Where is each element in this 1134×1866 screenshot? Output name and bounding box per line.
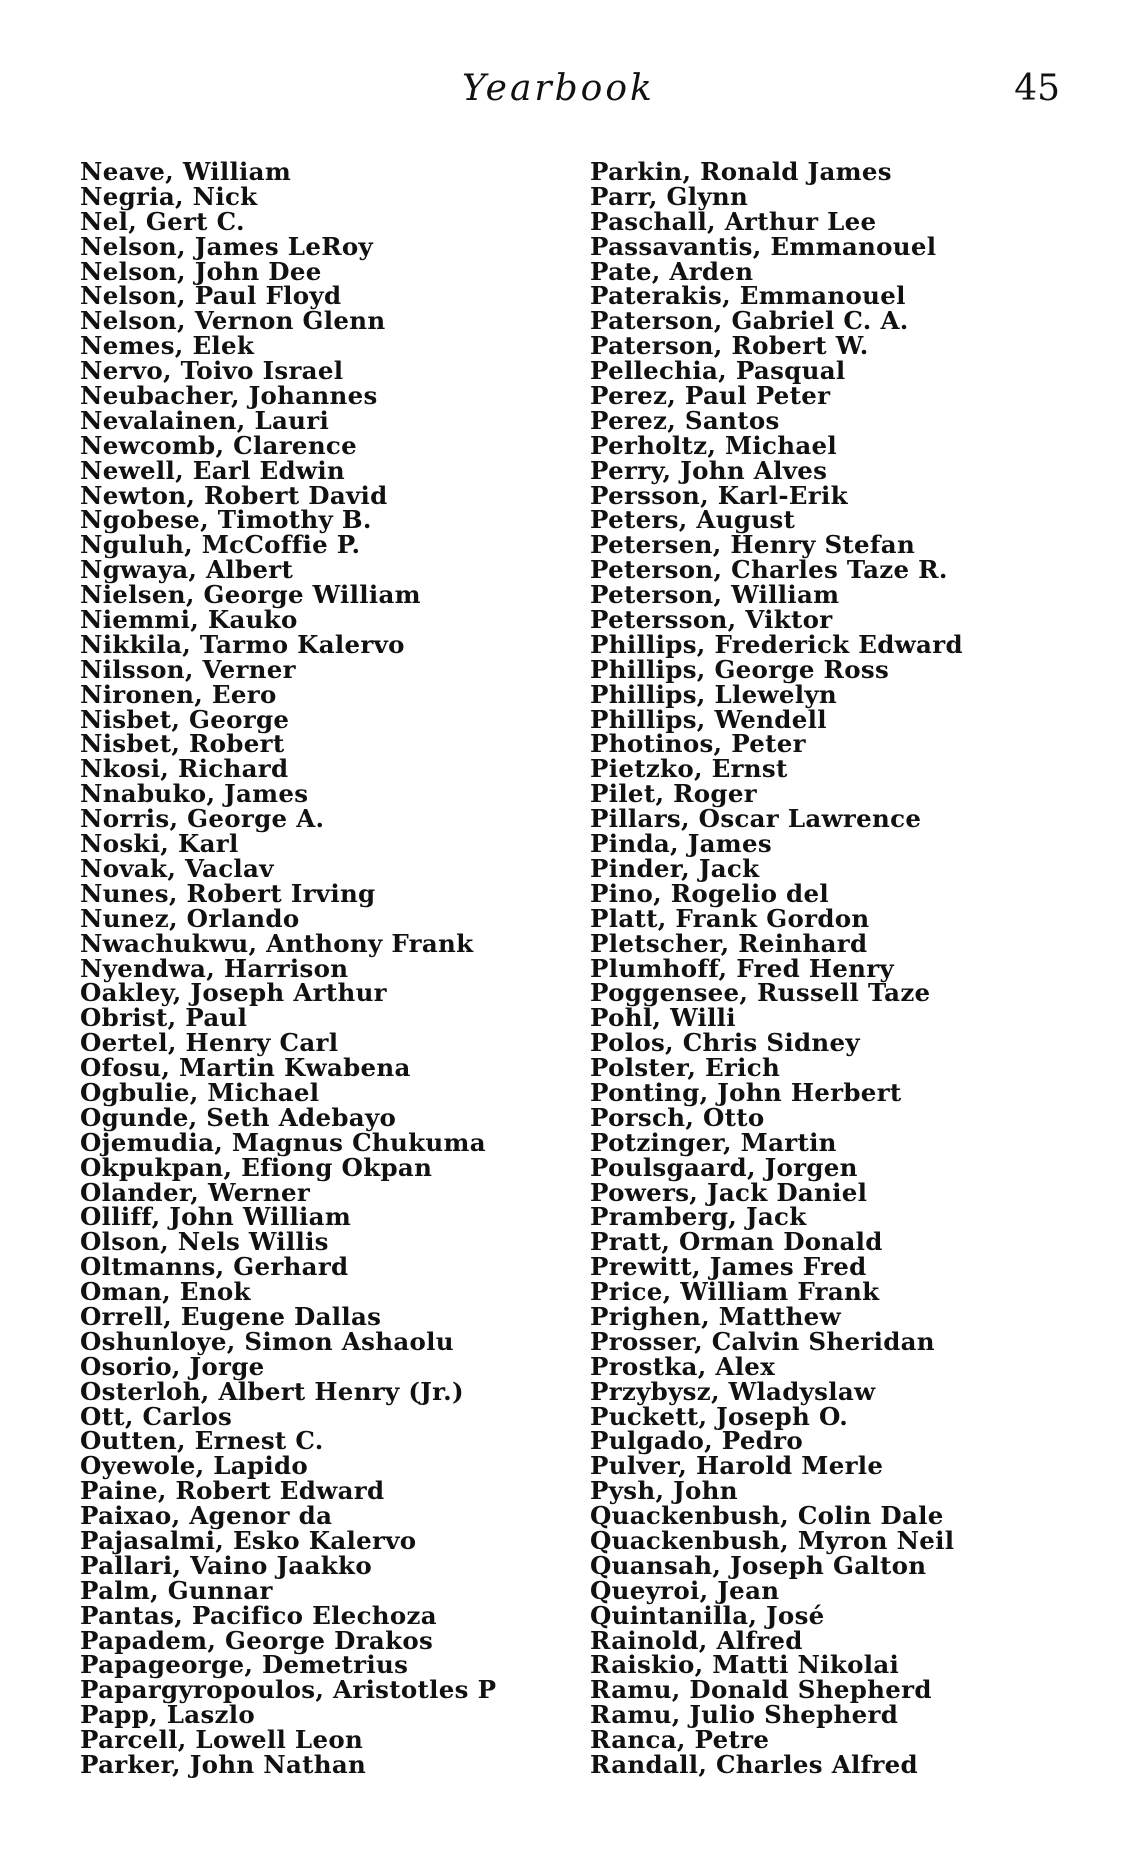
name-entry: Nisbet, George <box>80 704 290 734</box>
name-entry: Neave, William <box>80 157 292 186</box>
name-entry: Prostka, Alex <box>590 1351 776 1381</box>
name-entry: Pantas, Pacifico Elechoza <box>80 1600 437 1630</box>
name-entry: Perry, John Alves <box>590 455 828 485</box>
name-entry: Papageorge, Demetrius <box>80 1650 409 1680</box>
name-entry: Nironen, Eero <box>80 679 277 709</box>
name-entry: Osorio, Jorge <box>80 1351 265 1381</box>
name-entry: Oertel, Henry Carl <box>80 1028 339 1058</box>
name-entry: Outten, Ernest C. <box>80 1426 324 1456</box>
name-entry: Nelson, Vernon Glenn <box>80 306 386 336</box>
name-entry: Osterloh, Albert Henry (Jr.) <box>80 1376 464 1406</box>
name-entry: Noski, Karl <box>80 829 239 859</box>
name-entry: Quansah, Joseph Galton <box>590 1550 927 1580</box>
name-entry: Nelson, Paul Floyd <box>80 281 342 311</box>
name-entry: Oyewole, Lapido <box>80 1451 309 1481</box>
page-number: 45 <box>1014 68 1060 109</box>
name-entry: Obrist, Paul <box>80 1003 248 1033</box>
name-entry: Phillips, George Ross <box>590 654 890 684</box>
name-entry: Pratt, Orman Donald <box>590 1227 883 1257</box>
name-entry: Rainold, Alfred <box>590 1625 803 1655</box>
name-entry: Nkosi, Richard <box>80 754 289 784</box>
name-entry: Platt, Frank Gordon <box>590 903 870 933</box>
page-header <box>0 62 1134 122</box>
name-entry: Paterakis, Emmanouel <box>590 281 906 311</box>
name-entry: Porsch, Otto <box>590 1102 765 1132</box>
name-entry: Perholtz, Michael <box>590 430 838 460</box>
name-entry: Pajasalmi, Esko Kalervo <box>80 1525 417 1555</box>
name-entry: Nguluh, McCoffie P. <box>80 530 361 560</box>
name-entry: Peterson, William <box>590 580 840 610</box>
name-entry: Nervo, Toivo Israel <box>80 356 344 386</box>
name-entry: Nyendwa, Harrison <box>80 953 349 983</box>
name-entry: Puckett, Joseph O. <box>590 1401 849 1431</box>
name-entry: Ojemudia, Magnus Chukuma <box>80 1127 486 1157</box>
name-entry: Newell, Earl Edwin <box>80 455 346 485</box>
name-entry: Papargyropoulos, Aristotles P <box>80 1675 497 1705</box>
name-entry: Nemes, Elek <box>80 331 255 361</box>
name-entry: Phillips, Llewelyn <box>590 679 838 709</box>
name-entry: Olson, Nels Willis <box>80 1227 329 1257</box>
name-entry: Poulsgaard, Jorgen <box>590 1152 858 1182</box>
name-entry: Peters, August <box>590 505 796 535</box>
name-entry: Nelson, James LeRoy <box>80 231 374 261</box>
name-entry: Price, William Frank <box>590 1277 880 1307</box>
name-entry: Negria, Nick <box>80 181 258 211</box>
name-entry: Petersen, Henry Stefan <box>590 530 916 560</box>
name-entry: Pate, Arden <box>590 256 754 286</box>
name-entry: Pulver, Harold Merle <box>590 1451 884 1481</box>
name-entry: Polster, Erich <box>590 1053 781 1083</box>
name-entry: Perez, Paul Peter <box>590 381 831 411</box>
name-entry: Paterson, Robert W. <box>590 331 869 361</box>
name-entry: Parker, John Nathan <box>80 1750 367 1779</box>
name-entry: Pino, Rogelio del <box>590 878 829 908</box>
name-entry: Orrell, Eugene Dallas <box>80 1301 382 1331</box>
name-entry: Papp, Laszlo <box>80 1700 256 1730</box>
name-entry: Ranca, Petre <box>590 1725 770 1755</box>
name-entry: Nevalainen, Lauri <box>80 405 330 435</box>
name-entry: Parkin, Ronald James <box>590 157 892 186</box>
name-entry: Powers, Jack Daniel <box>590 1177 868 1207</box>
name-entry: Peterson, Charles Taze R. <box>590 555 948 585</box>
name-entry: Pellechia, Pasqual <box>590 356 846 386</box>
name-entry: Okpukpan, Efiong Okpan <box>80 1152 433 1182</box>
name-entry: Quackenbush, Colin Dale <box>590 1501 944 1531</box>
name-entry: Ogbulie, Michael <box>80 1077 320 1107</box>
name-entry: Paschall, Arthur Lee <box>590 206 877 236</box>
name-entry: Pinda, James <box>590 829 772 859</box>
name-entry: Parr, Glynn <box>590 181 749 211</box>
name-entry: Pohl, Willi <box>590 1003 736 1033</box>
name-entry: Paixao, Agenor da <box>80 1501 333 1531</box>
name-entry: Parcell, Lowell Leon <box>80 1725 364 1755</box>
left-name-column <box>80 157 560 1779</box>
name-entry: Nielsen, George William <box>80 580 421 610</box>
name-entry: Pietzko, Ernst <box>590 754 788 784</box>
name-entry: Prewitt, James Fred <box>590 1252 867 1282</box>
name-entry: Perez, Santos <box>590 405 780 435</box>
name-entry: Oakley, Joseph Arthur <box>80 978 387 1008</box>
name-entry: Nisbet, Robert <box>80 729 285 759</box>
running-head: Yearbook <box>462 68 655 109</box>
name-entry: Raiskio, Matti Nikolai <box>590 1650 900 1680</box>
name-entry: Nunez, Orlando <box>80 903 300 933</box>
name-entry: Photinos, Peter <box>590 729 806 759</box>
name-entry: Quackenbush, Myron Neil <box>590 1525 955 1555</box>
name-entry: Novak, Vaclav <box>80 853 274 883</box>
name-entry: Pulgado, Pedro <box>590 1426 804 1456</box>
name-entry: Paterson, Gabriel C. A. <box>590 306 909 336</box>
name-entry: Phillips, Frederick Edward <box>590 629 963 659</box>
name-entry: Ott, Carlos <box>80 1401 233 1431</box>
name-entry: Plumhoff, Fred Henry <box>590 953 895 983</box>
name-entry: Nwachukwu, Anthony Frank <box>80 928 474 958</box>
name-entry: Olander, Werner <box>80 1177 311 1207</box>
name-entry: Newton, Robert David <box>80 480 388 510</box>
name-entry: Ogunde, Seth Adebayo <box>80 1102 397 1132</box>
name-entry: Prighen, Matthew <box>590 1301 841 1331</box>
name-entry: Prosser, Calvin Sheridan <box>590 1326 935 1356</box>
name-entry: Niemmi, Kauko <box>80 605 298 635</box>
name-entry: Pillars, Oscar Lawrence <box>590 804 922 834</box>
name-entry: Olliff, John William <box>80 1202 352 1232</box>
name-entry: Nikkila, Tarmo Kalervo <box>80 629 405 659</box>
name-entry: Pinder, Jack <box>590 853 760 883</box>
name-entry: Nnabuko, James <box>80 779 309 809</box>
name-entry: Potzinger, Martin <box>590 1127 837 1157</box>
name-entry: Polos, Chris Sidney <box>590 1028 860 1058</box>
name-entry: Pysh, John <box>590 1476 738 1506</box>
name-entry: Nunes, Robert Irving <box>80 878 376 908</box>
name-entry: Neubacher, Johannes <box>80 381 378 411</box>
name-entry: Paine, Robert Edward <box>80 1476 385 1506</box>
name-entry: Pramberg, Jack <box>590 1202 807 1232</box>
name-entry: Ramu, Donald Shepherd <box>590 1675 932 1705</box>
name-entry: Passavantis, Emmanouel <box>590 231 937 261</box>
name-entry: Queyroi, Jean <box>590 1575 780 1605</box>
name-entry: Randall, Charles Alfred <box>590 1750 918 1779</box>
name-entry: Pallari, Vaino Jaakko <box>80 1550 372 1580</box>
name-entry: Norris, George A. <box>80 804 325 834</box>
name-entry: Papadem, George Drakos <box>80 1625 434 1655</box>
name-entry: Phillips, Wendell <box>590 704 827 734</box>
name-entry: Palm, Gunnar <box>80 1575 273 1605</box>
name-entry: Quintanilla, José <box>590 1600 825 1630</box>
name-entry: Nelson, John Dee <box>80 256 322 286</box>
name-entry: Nilsson, Verner <box>80 654 296 684</box>
name-entry: Nel, Gert C. <box>80 206 245 236</box>
name-entry: Newcomb, Clarence <box>80 430 358 460</box>
name-entry: Pilet, Roger <box>590 779 757 809</box>
name-entry: Przybysz, Wladyslaw <box>590 1376 876 1406</box>
name-entry: Petersson, Viktor <box>590 605 833 635</box>
name-entry: Poggensee, Russell Taze <box>590 978 931 1008</box>
name-entry: Oman, Enok <box>80 1277 251 1307</box>
name-entry: Ponting, John Herbert <box>590 1077 902 1107</box>
right-name-column <box>590 157 1070 1779</box>
name-entry: Persson, Karl-Erik <box>590 480 848 510</box>
name-entry: Pletscher, Reinhard <box>590 928 868 958</box>
name-entry: Ngobese, Timothy B. <box>80 505 372 535</box>
name-entry: Ngwaya, Albert <box>80 555 294 585</box>
name-entry: Oltmanns, Gerhard <box>80 1252 349 1282</box>
name-entry: Ofosu, Martin Kwabena <box>80 1053 411 1083</box>
name-entry: Oshunloye, Simon Ashaolu <box>80 1326 454 1356</box>
name-entry: Ramu, Julio Shepherd <box>590 1700 899 1730</box>
